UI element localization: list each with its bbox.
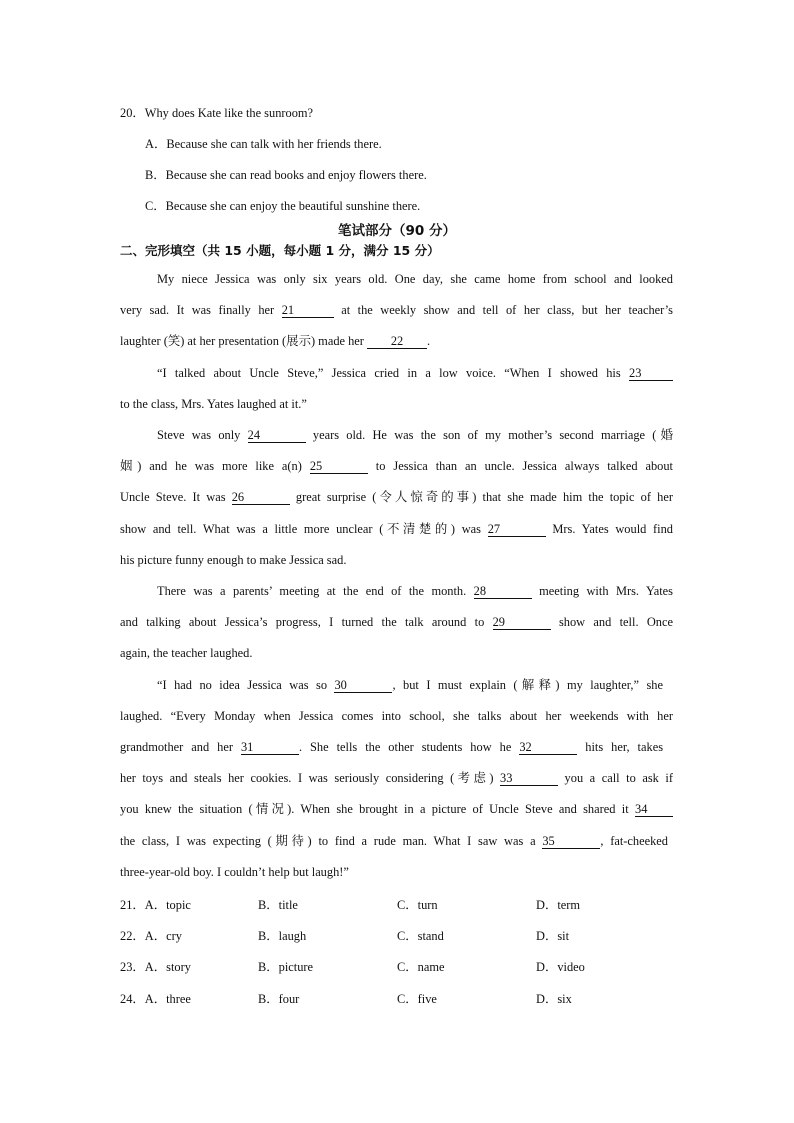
section-title: 笔试部分（90 分） xyxy=(338,223,456,239)
blank-26: 26 xyxy=(232,490,290,505)
blank-21: 21 xyxy=(282,303,334,318)
choice-row-21 xyxy=(120,895,680,911)
choice-23-d: D．video xyxy=(536,960,585,974)
choice-row-22 xyxy=(120,926,680,942)
blank-35: 35 xyxy=(542,834,600,849)
choice-24-b: B．four xyxy=(258,992,300,1006)
choice-22-b: B．laugh xyxy=(258,929,307,943)
choice-24-a: 24．A．three xyxy=(120,992,191,1006)
passage-line: three-year-old boy. I couldn’t help but laugh!” xyxy=(120,865,349,879)
choice-21-b: B．title xyxy=(258,898,298,912)
question-20-stem: 20．Why does Kate like the sunroom? xyxy=(120,106,314,120)
passage-line: the class, I was expecting (期待) to find a rude man. What I saw was a 35 , fat-cheeked xyxy=(120,834,668,848)
blank-22: 22 xyxy=(367,334,427,349)
blank-34: 34 xyxy=(635,802,673,817)
choice-22-a: 22．A．cry xyxy=(120,929,182,943)
passage-line: Uncle Steve. It was 26 great surprise (令人惊奇的事) that she made him the topic of her xyxy=(120,490,673,504)
passage-line: you knew the situation (情况). When she brought in a picture of Uncle Steve and shared it 34 xyxy=(120,801,673,817)
passage-line: laughter (笑) at her presentation (展示) made her 22 . xyxy=(120,334,431,348)
choice-24-c: C．five xyxy=(397,992,437,1006)
choice-21-a: 21．A．topic xyxy=(120,898,191,912)
question-20-option-c: C．Because she can enjoy the beautiful sunshine there. xyxy=(145,199,421,213)
choice-row-23 xyxy=(120,957,680,973)
blank-23: 23 xyxy=(629,366,673,381)
passage-line: There was a parents’ meeting at the end of the month. 28 meeting with Mrs. Yates xyxy=(157,584,673,598)
blank-31: 31 xyxy=(241,740,299,755)
passage-line: again, the teacher laughed. xyxy=(120,646,253,660)
passage-line: show and tell. What was a little more unclear (不清楚的) was 27 Mrs. Yates would find xyxy=(120,522,673,536)
passage-line: and talking about Jessica’s progress, I turned the talk around to 29 show and tell. Once xyxy=(120,615,673,629)
passage-line: her toys and steals her cookies. I was seriously considering (考虑) 33 you a call to ask if xyxy=(120,771,673,785)
passage-line: “I had no idea Jessica was so 30 , but I must explain (解释) my laughter,” she xyxy=(157,678,663,692)
passage-line: laughed. “Every Monday when Jessica comes into school, she talks about her weekends with her xyxy=(120,709,673,723)
passage-line: very sad. It was finally her 21 at the weekly show and tell of her class, but her teacher’s xyxy=(120,303,673,317)
question-20-option-b: B．Because she can read books and enjoy flowers there. xyxy=(145,168,427,182)
blank-30: 30 xyxy=(334,678,392,693)
blank-28: 28 xyxy=(474,584,532,599)
blank-33: 33 xyxy=(500,771,558,786)
passage-line: grandmother and her 31 . She tells the other students how he 32 hits her, takes xyxy=(120,740,664,754)
passage-line: “I talked about Uncle Steve,” Jessica cried in a low voice. “When I showed his 23 xyxy=(157,365,673,381)
question-20-option-a: A．Because she can talk with her friends there. xyxy=(145,137,382,151)
passage-line: 姻) and he was more like a(n) 25 to Jessica than an uncle. Jessica always talked about xyxy=(120,459,673,473)
passage-line: to the class, Mrs. Yates laughed at it.” xyxy=(120,397,307,411)
choice-23-a: 23．A．story xyxy=(120,960,191,974)
choice-23-b: B．picture xyxy=(258,960,314,974)
section-heading: 二、完形填空（共 15 小题，每小题 1 分，满分 15 分） xyxy=(120,243,440,258)
blank-29: 29 xyxy=(493,615,551,630)
blank-32: 32 xyxy=(519,740,577,755)
passage-line: My niece Jessica was only six years old. One day, she came home from school and looked xyxy=(157,272,673,286)
choice-21-d: D．term xyxy=(536,898,581,912)
blank-25: 25 xyxy=(310,459,368,474)
choice-24-d: D．six xyxy=(536,992,572,1006)
blank-24: 24 xyxy=(248,428,306,443)
choice-22-d: D．sit xyxy=(536,929,570,943)
choice-22-c: C．stand xyxy=(397,929,444,943)
blank-27: 27 xyxy=(488,522,546,537)
passage-line: Steve was only 24 years old. He was the son of my mother’s second marriage (婚 xyxy=(157,428,673,442)
choice-21-c: C．turn xyxy=(397,898,438,912)
choice-23-c: C．name xyxy=(397,960,445,974)
passage-line: his picture funny enough to make Jessica sad. xyxy=(120,553,347,567)
choice-row-24 xyxy=(120,989,680,1005)
